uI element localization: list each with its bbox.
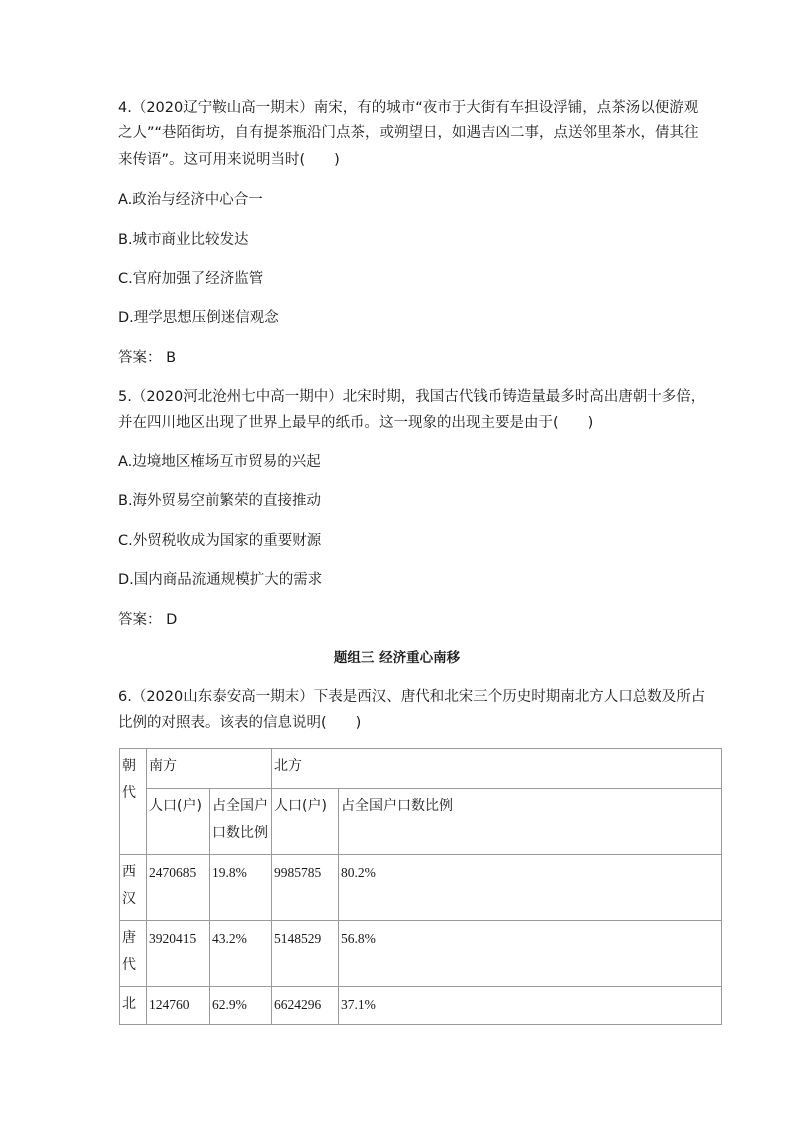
q4-option-a: A.政治与经济中心合一: [118, 192, 263, 208]
header-dynasty: 朝代: [120, 749, 147, 855]
cell-dynasty: 北: [120, 987, 147, 1025]
header-north: 北方: [272, 749, 722, 789]
cell-north-ratio: 56.8%: [339, 921, 722, 987]
header-north-ratio: 占全国户口数比例: [339, 789, 722, 855]
cell-north-population: 9985785: [272, 855, 339, 921]
q5-answer: 答案： D: [118, 612, 178, 628]
cell-south-population: 2470685: [147, 855, 210, 921]
cell-south-population: 124760: [147, 987, 210, 1025]
q5-option-a: A.边境地区榷场互市贸易的兴起: [118, 454, 321, 470]
cell-north-population: 5148529: [272, 921, 339, 987]
cell-south-population: 3920415: [147, 921, 210, 987]
table-row: [120, 987, 722, 1025]
table-row: [120, 921, 722, 987]
cell-south-ratio: 62.9%: [210, 987, 272, 1025]
header-south: 南方: [147, 749, 272, 789]
q4-option-b: B.城市商业比较发达: [118, 232, 249, 248]
q6-stem-line-2: 比例的对照表。该表的信息说明( ): [118, 715, 362, 731]
header-north-population: 人口(户): [272, 789, 339, 855]
cell-south-ratio: 43.2%: [210, 921, 272, 987]
q6-stem-line-1: 6.（2020山东泰安高一期末）下表是西汉、唐代和北宋三个历史时期南北方人口总数及所占: [118, 689, 706, 705]
q4-stem-line-1: 4.（2020辽宁鞍山高一期末）南宋，有的城市“夜市于大街有车担设浮铺，点茶汤以便游观: [118, 100, 699, 116]
header-south-ratio: 占全国户口数比例: [210, 789, 272, 855]
q4-answer: 答案： B: [118, 350, 177, 366]
q5-stem-line-2: 并在四川地区出现了世界上最早的纸币。这一现象的出现主要是由于( ): [118, 415, 594, 431]
q4-option-d: D.理学思想压倒迷信观念: [118, 310, 279, 326]
population-table: [119, 748, 722, 1025]
header-south-population: 人口(户): [147, 789, 210, 855]
q4-option-c: C.官府加强了经济监管: [118, 271, 264, 287]
cell-north-ratio: 80.2%: [339, 855, 722, 921]
section-heading: 题组三 经济重心南移: [333, 650, 461, 666]
q4-stem-line-3: 来传语”。这可用来说明当时( ): [118, 152, 340, 168]
q5-option-d: D.国内商品流通规模扩大的需求: [118, 572, 323, 588]
q5-option-c: C.外贸税收成为国家的重要财源: [118, 533, 322, 549]
cell-dynasty: 唐代: [120, 921, 147, 987]
q4-stem-line-2: 之人”“巷陌街坊，自有提茶瓶沿门点茶，或朔望日，如遇吉凶二事，点送邻里茶水，倩其往: [118, 125, 699, 141]
cell-north-population: 6624296: [272, 987, 339, 1025]
cell-south-ratio: 19.8%: [210, 855, 272, 921]
cell-north-ratio: 37.1%: [339, 987, 722, 1025]
table-row: [120, 855, 722, 921]
q5-stem-line-1: 5.（2020河北沧州七中高一期中）北宋时期，我国古代钱币铸造量最多时高出唐朝十多倍，: [118, 389, 706, 405]
q5-option-b: B.海外贸易空前繁荣的直接推动: [118, 493, 322, 509]
cell-dynasty: 西汉: [120, 855, 147, 921]
